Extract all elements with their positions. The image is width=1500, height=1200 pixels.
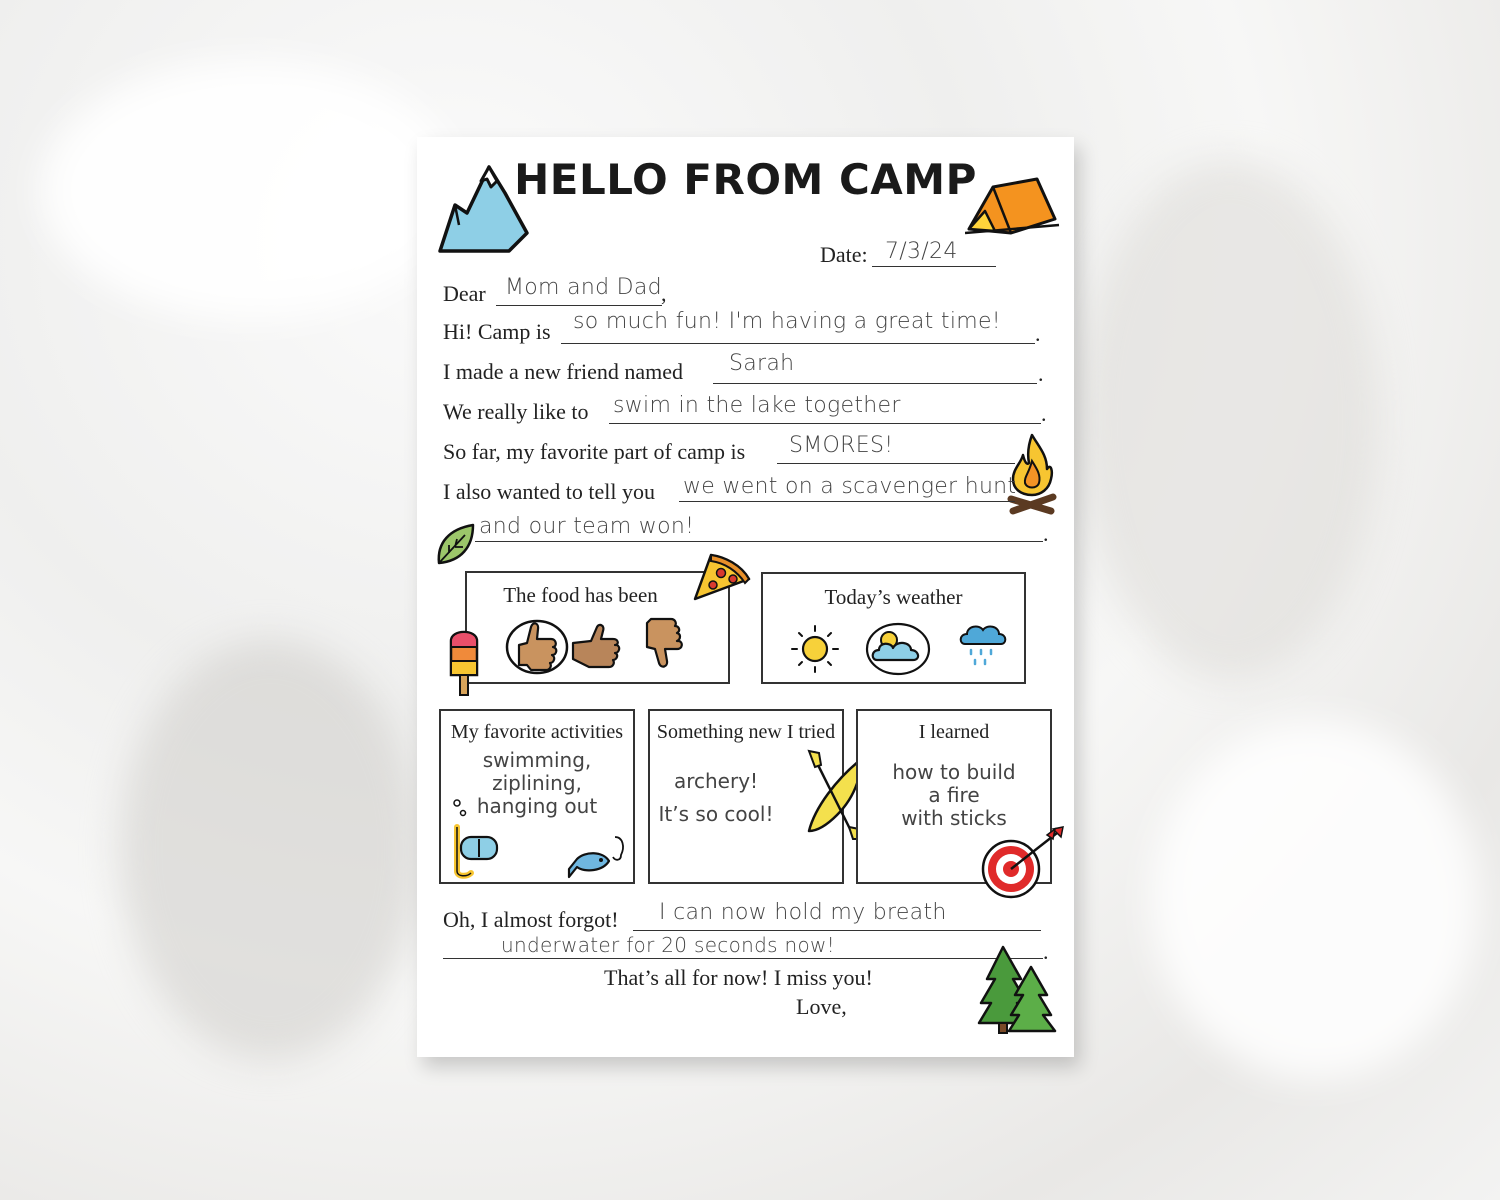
target-arrow-icon	[977, 825, 1067, 901]
forgot-value[interactable]: I can now hold my breath	[659, 900, 947, 925]
favorite-part-label: So far, my favorite part of camp is	[443, 439, 746, 464]
tell-you-label: I also wanted to tell you	[443, 479, 656, 504]
fabric-shadow	[120, 640, 420, 1060]
dear-comma: ,	[661, 281, 667, 306]
camp-is-value[interactable]: so much fun! I'm having a great time!	[573, 309, 1001, 334]
learned-line[interactable]: how to build	[892, 760, 1016, 784]
friend-underline	[713, 383, 1037, 384]
food-box-label: The food has been	[503, 583, 658, 607]
dear-underline	[496, 305, 662, 306]
friend-label: I made a new friend named	[443, 359, 684, 384]
tried-box-label: Something new I tried	[656, 721, 836, 743]
date-label: Date:	[820, 242, 868, 267]
period: .	[1043, 521, 1049, 546]
pine-trees-icon	[977, 945, 1061, 1037]
period: .	[1038, 361, 1044, 386]
fabric-shadow	[1080, 160, 1380, 680]
activity-line[interactable]: hanging out	[476, 794, 598, 818]
tried-line[interactable]: archery!	[673, 769, 759, 793]
dear-label: Dear	[443, 281, 486, 306]
dear-value[interactable]: Mom and Dad	[505, 275, 662, 300]
date-value[interactable]: 7/3/24	[885, 239, 958, 264]
tell-you-underline-2	[475, 541, 1043, 542]
tent-icon	[965, 175, 1060, 237]
learned-box-label: I learned	[918, 721, 990, 743]
thumbs-up-icon[interactable]	[505, 617, 569, 675]
leaf-icon	[435, 523, 475, 565]
mountain-icon	[437, 163, 532, 253]
fabric-highlight	[1150, 720, 1480, 1080]
learned-line[interactable]: with sticks	[901, 806, 1007, 830]
period: .	[1041, 401, 1047, 426]
snorkel-mask-icon	[449, 797, 501, 881]
sun-icon[interactable]	[787, 622, 843, 676]
pizza-icon	[691, 551, 753, 603]
friend-value[interactable]: Sarah	[729, 351, 795, 376]
popsicle-icon	[447, 627, 481, 699]
weather-box	[761, 572, 1026, 684]
favorite-part-value[interactable]: SMORES!	[789, 433, 894, 458]
activities-box-label: My favorite activities	[450, 721, 624, 743]
tell-you-value[interactable]: we went on a scavenger hunt	[683, 474, 1017, 499]
fish-icon	[563, 833, 629, 879]
forgot-underline-2	[443, 958, 1043, 959]
weather-box-label: Today’s weather	[824, 585, 963, 609]
rain-cloud-icon[interactable]	[957, 620, 1009, 672]
learned-line[interactable]: a fire	[928, 783, 980, 807]
activities-box	[439, 709, 635, 884]
tell-you-value-2[interactable]: and our team won!	[479, 514, 695, 539]
period: .	[1035, 321, 1041, 346]
date-underline	[872, 266, 996, 267]
camp-is-label: Hi! Camp is	[443, 319, 551, 344]
thumbs-sideways-icon[interactable]	[571, 623, 623, 669]
like-to-label: We really like to	[443, 399, 589, 424]
forgot-label: Oh, I almost forgot!	[443, 907, 619, 932]
forgot-underline	[633, 930, 1041, 931]
tell-you-underline	[679, 501, 1015, 502]
like-to-underline	[609, 423, 1041, 424]
tried-line[interactable]: It’s so cool!	[658, 802, 774, 826]
closing-love: Love,	[796, 994, 847, 1019]
activity-line[interactable]: swimming,	[482, 748, 592, 772]
thumbs-down-icon[interactable]	[641, 615, 689, 671]
forgot-value-2[interactable]: underwater for 20 seconds now!	[501, 933, 835, 957]
period: .	[1043, 939, 1049, 964]
camp-is-underline	[561, 343, 1035, 344]
like-to-value[interactable]: swim in the lake together	[613, 393, 901, 418]
partly-cloudy-icon[interactable]	[865, 622, 931, 676]
closing-line: That’s all for now! I miss you!	[604, 965, 873, 990]
camp-letter-card	[417, 137, 1074, 1057]
activity-line[interactable]: ziplining,	[492, 771, 582, 795]
page-title: HELLO FROM CAMP	[514, 155, 977, 204]
fabric-highlight	[40, 60, 460, 320]
favorite-part-underline	[777, 463, 1015, 464]
